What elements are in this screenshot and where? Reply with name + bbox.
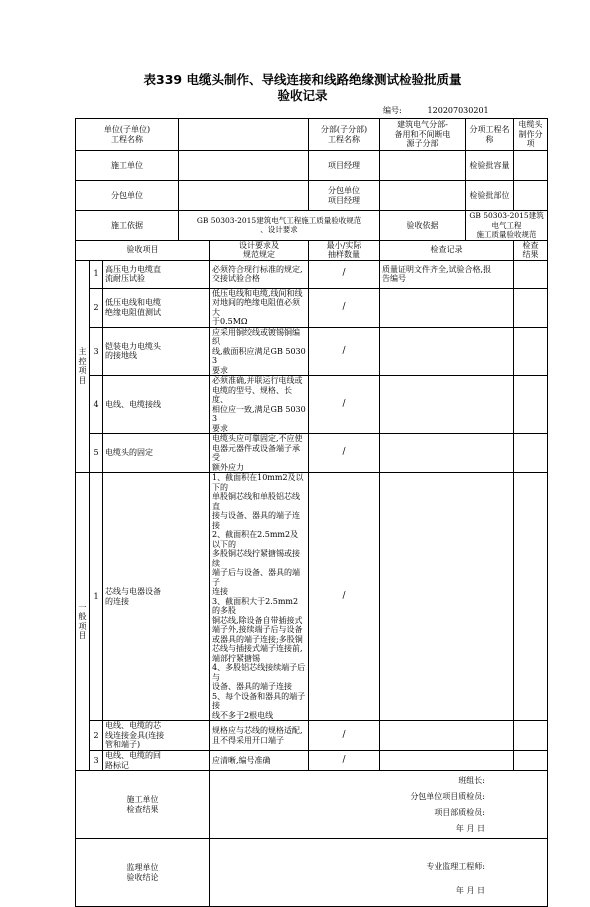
main-row-4-no: 4 bbox=[90, 376, 103, 434]
main-row-3-req: 应采用铜绞线或镀锡铜编织 线,截面积应满足GB 50303 要求 bbox=[210, 327, 309, 376]
main-row-2-min[interactable]: / bbox=[309, 288, 380, 327]
main-row-1-name: 高压电力电缆直 流耐压试验 bbox=[103, 260, 210, 288]
construct-check-sign-area[interactable] bbox=[210, 771, 548, 839]
project-manager-value[interactable] bbox=[380, 151, 466, 181]
sub-unit-label: 分包单位 bbox=[76, 181, 179, 211]
batch-part-label: 检验批部位 bbox=[466, 181, 514, 211]
batch-capacity-value[interactable] bbox=[514, 151, 548, 181]
general-row-3-no: 3 bbox=[90, 751, 103, 771]
general-row-3-req: 应清晰,编号准确 bbox=[210, 751, 309, 771]
general-row-2-req: 规格应与芯线的规格适配, 且不得采用开口端子 bbox=[210, 721, 309, 751]
supervise-conclusion-label: 监理单位 验收结论 bbox=[76, 839, 210, 907]
general-row-2-name: 电线、电缆的芯 线连接金具(连接 管和端子) bbox=[103, 721, 210, 751]
main-control-label: 主 控 项 目 bbox=[76, 260, 90, 473]
inspection-form-table bbox=[75, 118, 548, 907]
item-project-value: 电缆头制作分 项 bbox=[514, 119, 548, 151]
main-row-1-no: 1 bbox=[90, 260, 103, 288]
supervise-sign-area[interactable] bbox=[210, 839, 548, 907]
construct-unit-label: 施工单位 bbox=[76, 151, 179, 181]
proj-qc-label: 项目部质检员: bbox=[434, 807, 486, 817]
main-row-2-result[interactable] bbox=[514, 288, 548, 327]
form-code bbox=[383, 105, 489, 116]
title-line-2: 验收记录 bbox=[277, 88, 328, 103]
main-row-3-record[interactable] bbox=[380, 327, 514, 376]
construct-check-label: 施工单位 检查结果 bbox=[76, 771, 210, 839]
main-row-5-name: 电缆头的固定 bbox=[103, 434, 210, 473]
construct-date: 年 月 日 bbox=[455, 823, 486, 833]
main-row-5-result[interactable] bbox=[514, 434, 548, 473]
basis-value: GB 50303-2015建筑电气工程施工质量验收规范 、设计要求 bbox=[179, 211, 380, 241]
general-row-1-no: 1 bbox=[90, 473, 103, 721]
col-header-min-sample: 最小/实际 抽样数量 bbox=[309, 240, 380, 260]
construct-unit-value[interactable] bbox=[179, 151, 309, 181]
main-row-4-req: 必须准确,并联运行电线或 电缆的型号、规格、长度、 相位应一致,满足GB 50303 要求 bbox=[210, 376, 309, 434]
main-row-2-name: 低压电线和电缆 绝缘电阻值测试 bbox=[103, 288, 210, 327]
team-leader-label: 班组长: bbox=[458, 775, 486, 785]
general-row-3-name: 电线、电缆的回 路标记 bbox=[103, 751, 210, 771]
general-row-2-min[interactable]: / bbox=[309, 721, 380, 751]
col-header-item: 验收项目 bbox=[76, 240, 210, 260]
batch-part-value[interactable] bbox=[514, 181, 548, 211]
main-row-3-min[interactable]: / bbox=[309, 327, 380, 376]
general-row-3-min[interactable]: / bbox=[309, 751, 380, 771]
sub-pm-value[interactable] bbox=[380, 181, 466, 211]
general-row-1-result[interactable] bbox=[514, 473, 548, 721]
main-row-1-req: 必须符合现行标准的规定, 交接试验合格 bbox=[210, 260, 309, 288]
unit-name-value[interactable] bbox=[179, 119, 309, 151]
main-row-2-req: 低压电线和电缆,线间和线 对地间的绝缘电阻值必须大 于0.5MΩ bbox=[210, 288, 309, 327]
col-header-requirement: 设计要求及 规范规定 bbox=[210, 240, 309, 260]
accept-basis-label: 验收依据 bbox=[380, 211, 466, 241]
page-title bbox=[75, 72, 530, 104]
general-row-2-no: 2 bbox=[90, 721, 103, 751]
general-row-1-min[interactable]: / bbox=[309, 473, 380, 721]
main-row-4-name: 电线、电缆接线 bbox=[103, 376, 210, 434]
main-row-3-name: 铠装电力电缆头 的接地线 bbox=[103, 327, 210, 376]
sub-qc-label: 分包单位项目质检员: bbox=[410, 791, 486, 801]
basis-label: 施工依据 bbox=[76, 211, 179, 241]
main-row-4-min[interactable]: / bbox=[309, 376, 380, 434]
main-row-1-result[interactable] bbox=[514, 260, 548, 288]
project-manager-label: 项目经理 bbox=[309, 151, 380, 181]
code-label: 编号: bbox=[383, 106, 402, 115]
main-row-4-result[interactable] bbox=[514, 376, 548, 434]
main-row-1-record[interactable]: 质量证明文件齐全,试验合格,报 告编号 bbox=[380, 260, 514, 288]
main-row-3-result[interactable] bbox=[514, 327, 548, 376]
sub-project-value: 建筑电气分部- 备用和不间断电 源子分部 bbox=[380, 119, 466, 151]
general-row-1-record[interactable] bbox=[380, 473, 514, 721]
main-row-5-record[interactable] bbox=[380, 434, 514, 473]
sub-unit-value[interactable] bbox=[179, 181, 309, 211]
general-row-2-record[interactable] bbox=[380, 721, 514, 751]
supervise-date: 年 月 日 bbox=[455, 885, 486, 895]
sub-pm-label: 分包单位 项目经理 bbox=[309, 181, 380, 211]
main-row-4-record[interactable] bbox=[380, 376, 514, 434]
batch-capacity-label: 检验批容量 bbox=[466, 151, 514, 181]
main-row-1-min[interactable]: / bbox=[309, 260, 380, 288]
unit-name-label: 单位(子单位) 工程名称 bbox=[76, 119, 179, 151]
main-row-5-req: 电缆头应可靠固定,不应使 电器元器件或设备端子承受 额外应力 bbox=[210, 434, 309, 473]
title-line-1: 表339 电缆头制作、导线连接和线路绝缘测试检验批质量 bbox=[143, 72, 462, 87]
general-items-label: 一 般 项 目 bbox=[76, 473, 90, 771]
general-row-1-name: 芯线与电器设备 的连接 bbox=[103, 473, 210, 721]
main-row-5-min[interactable]: / bbox=[309, 434, 380, 473]
general-row-3-record[interactable] bbox=[380, 751, 514, 771]
general-row-1-req: 1、截面积在10mm2及以下的 单股铜芯线和单股铝芯线直 接与设备、器具的端子连接 2、截面积在2.5mm2及以下的 多股铜芯线拧紧搪锡或接续 端子后与设备、器具的端子 连接 3、截面积大于2.5mm2的多股 铜芯线,除设备自带插接式 端子外,接续端子后与设备 或器具的端子连接;多股铜 芯线与插接式端子连接前, 端部拧紧搪锡 4、多股铝芯线接续端子后与 设备、器具的端子连接 5、每个设备和器具的端子接 线不多于2根电线 bbox=[210, 473, 309, 721]
main-row-2-no: 2 bbox=[90, 288, 103, 327]
col-header-result: 检查 结果 bbox=[514, 240, 548, 260]
main-row-5-no: 5 bbox=[90, 434, 103, 473]
general-row-3-result[interactable] bbox=[514, 751, 548, 771]
sub-project-label: 分部(子分部) 工程名称 bbox=[309, 119, 380, 151]
accept-basis-value: GB 50303-2015建筑电气工程 施工质量验收规范 bbox=[466, 211, 548, 241]
general-row-2-result[interactable] bbox=[514, 721, 548, 751]
engineer-label: 专业监理工程师: bbox=[426, 861, 486, 871]
main-row-2-record[interactable] bbox=[380, 288, 514, 327]
col-header-record: 检查记录 bbox=[380, 240, 514, 260]
code-value: 120207030201 bbox=[427, 106, 489, 115]
item-project-label: 分项工程名称 bbox=[466, 119, 514, 151]
main-row-3-no: 3 bbox=[90, 327, 103, 376]
